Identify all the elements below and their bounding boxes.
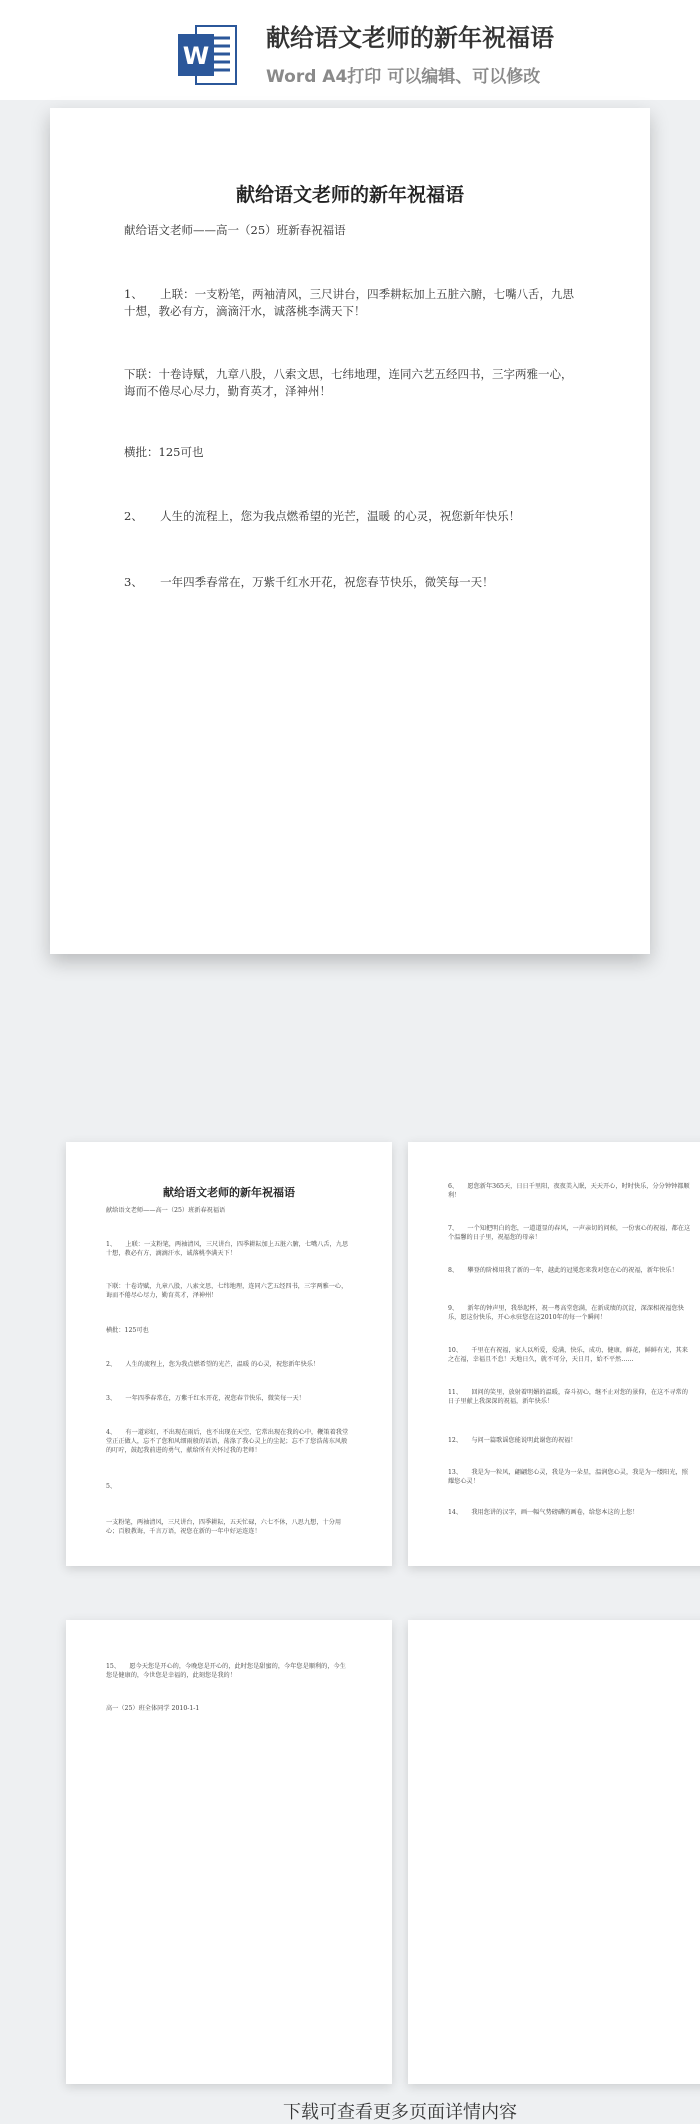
paragraph: 2、 人生的流程上，您为我点燃希望的光芒，温暖 的心灵，祝您新年快乐！	[124, 509, 521, 523]
thumbnail-paragraph: 12、 与问一篇歌谣您能说明此谢您的祝福！	[448, 1437, 577, 1444]
document-page-preview	[50, 108, 691, 2123]
thumbnail-paragraph: 1、 上联：一支粉笔，两袖清风，三尺讲台，四季耕耘加上五脏六腑，七嘴八舌，九思十想，教必有方，滴滴汗水，诚落桃李满天下！	[106, 1241, 349, 1257]
thumbnail-paragraph: 3、 一年四季春常在，万紫千红水开花，祝您春节快乐，微笑每一天！	[106, 1395, 305, 1402]
thumbnail-paragraph: 横批：125可也	[106, 1327, 149, 1334]
paragraph: 1、 上联：一支粉笔，两袖清风，三尺讲台，四季耕耘加上五脏六腑，七嘴八舌，九思十想，教必有方，滴滴汗水，诚落桃李满天下！	[124, 287, 575, 318]
paragraph: 献给语文老师——高一（25）班新春祝福语	[124, 223, 346, 237]
thumbnail-title: 献给语文老师的新年祝福语	[163, 1186, 295, 1199]
thumbnail-paragraph: 献给语文老师——高一（25）班新春祝福语	[106, 1207, 226, 1214]
thumbnail-paragraph: 2、 人生的流程上，您为我点燃希望的光芒，温暖 的心灵，祝您新年快乐！	[106, 1361, 320, 1368]
thumbnail-paragraph: 下联：十卷诗赋，九章八股，八索文思，七纬地理，连同六艺五经四书，三字两雅一心，诲而不倦尽心尽力，勤育英才，泽神州！	[106, 1283, 348, 1299]
thumbnail-paragraph: 9、 新年的钟声里，我举起杯，祝一粤高堂您满，在新成绩的沉淀，深深相祝福您快乐，愿这份快乐，开心永驻您在这2010年的每一个瞬间！	[448, 1305, 684, 1321]
paragraph: 下联：十卷诗赋，九章八股，八索文思，七纬地理，连同六艺五经四书，三字两雅一心，诲而不倦尽心尽力，勤育英才，泽神州！	[124, 367, 573, 398]
thumbnail-paragraph: 11、 回问的笑里，放射着明媚的温暖，奋斗初心，继不止对您的景仰，在这不寻常的日子里献上我深深的祝福，新年快乐！	[448, 1389, 688, 1405]
thumbnail-paragraph: 14、 我用您讲的汉字，画一幅气势磅礴的画卷，给您本这的上您！	[448, 1509, 639, 1516]
header-title: 献给语文老师的新年祝福语	[266, 24, 554, 52]
paragraph: 横批：125可也	[124, 445, 204, 459]
document-title: 献给语文老师的新年祝福语	[235, 184, 464, 206]
thumbnail-page-1	[66, 1142, 392, 1566]
thumbnail-paragraph: 13、 我是为一粒风，翩翩您心灵，我是为一朵星，温润您心灵，我是为一缕阳光，照耀您心灵！	[448, 1469, 688, 1485]
thumbnail-page-2	[408, 1142, 700, 1566]
thumbnail-paragraph: 5、	[106, 1483, 117, 1490]
header-subtitle: Word A4打印 可以编辑、可以修改	[266, 67, 541, 87]
header	[0, 0, 700, 100]
thumbnail-page-3	[66, 1620, 392, 2084]
word-icon-letter: W	[182, 42, 210, 70]
thumbnail-paragraph: 10、 千里在有祝福，家人以所爱，爱满，快乐，成功，健康，鲜花，鲜鲜有光，其来之在福，幸福且不怠！天地日久，就不可分，天日月，始不平然……	[448, 1347, 688, 1363]
thumbnail-paragraph: 6、 愿您新年365天，日日千里阳，夜夜美入眠，天天开心，时时快乐，分分钟钟都顺利！	[448, 1183, 690, 1199]
thumbnail-paragraph: 8、 攀登的阶梯用我了新的一年，越此的冠冕您来我对您在心的祝福，新年快乐！	[448, 1267, 678, 1274]
thumbnail-paragraph: 4、 有一道彩虹，不出现在雨后，也不出现在天空，它常出现在我的心中，鞭策着我堂堂正正做人，忘不了您和风细雨般的话语，荡涤了我心灵上的尘泥；忘不了您浩荡东风般的叮咛，鼓起我前进的勇气，献给所有关怀过我的老师！	[106, 1429, 349, 1454]
word-file-icon	[176, 22, 240, 88]
paragraph: 3、 一年四季春常在，万紫千红水开花，祝您春节快乐，微笑每一天！	[124, 575, 494, 589]
thumbnail-paragraph: 7、 一个知把明白的您，一道道显的春风，一声亲切的问候，一份衷心的祝福，都在这个温馨的日子里，祝福您的母亲！	[448, 1225, 691, 1241]
thumbnail-page-4-blank	[408, 1620, 700, 2084]
thumbnail-paragraph: 一支粉笔，两袖清风，三尺讲台，四季耕耘，五天忙碌，六七不休，八思九想，十分用心；百般教诲，千言万语，祝您在新的一年中好运连连！	[106, 1519, 342, 1535]
thumbnail-paragraph: 15、 愿今天您是开心的，今晚您是开心的，此时您是甜蜜的，今年您是顺利的，今生您是健康的，今世您是幸福的，此刻您是我的！	[106, 1663, 346, 1679]
thumbnail-paragraph: 高一（25）班全体同学 2010-1-1	[106, 1705, 200, 1712]
download-more-link[interactable]: 下载可查看更多页面详情内容	[283, 2102, 517, 2123]
